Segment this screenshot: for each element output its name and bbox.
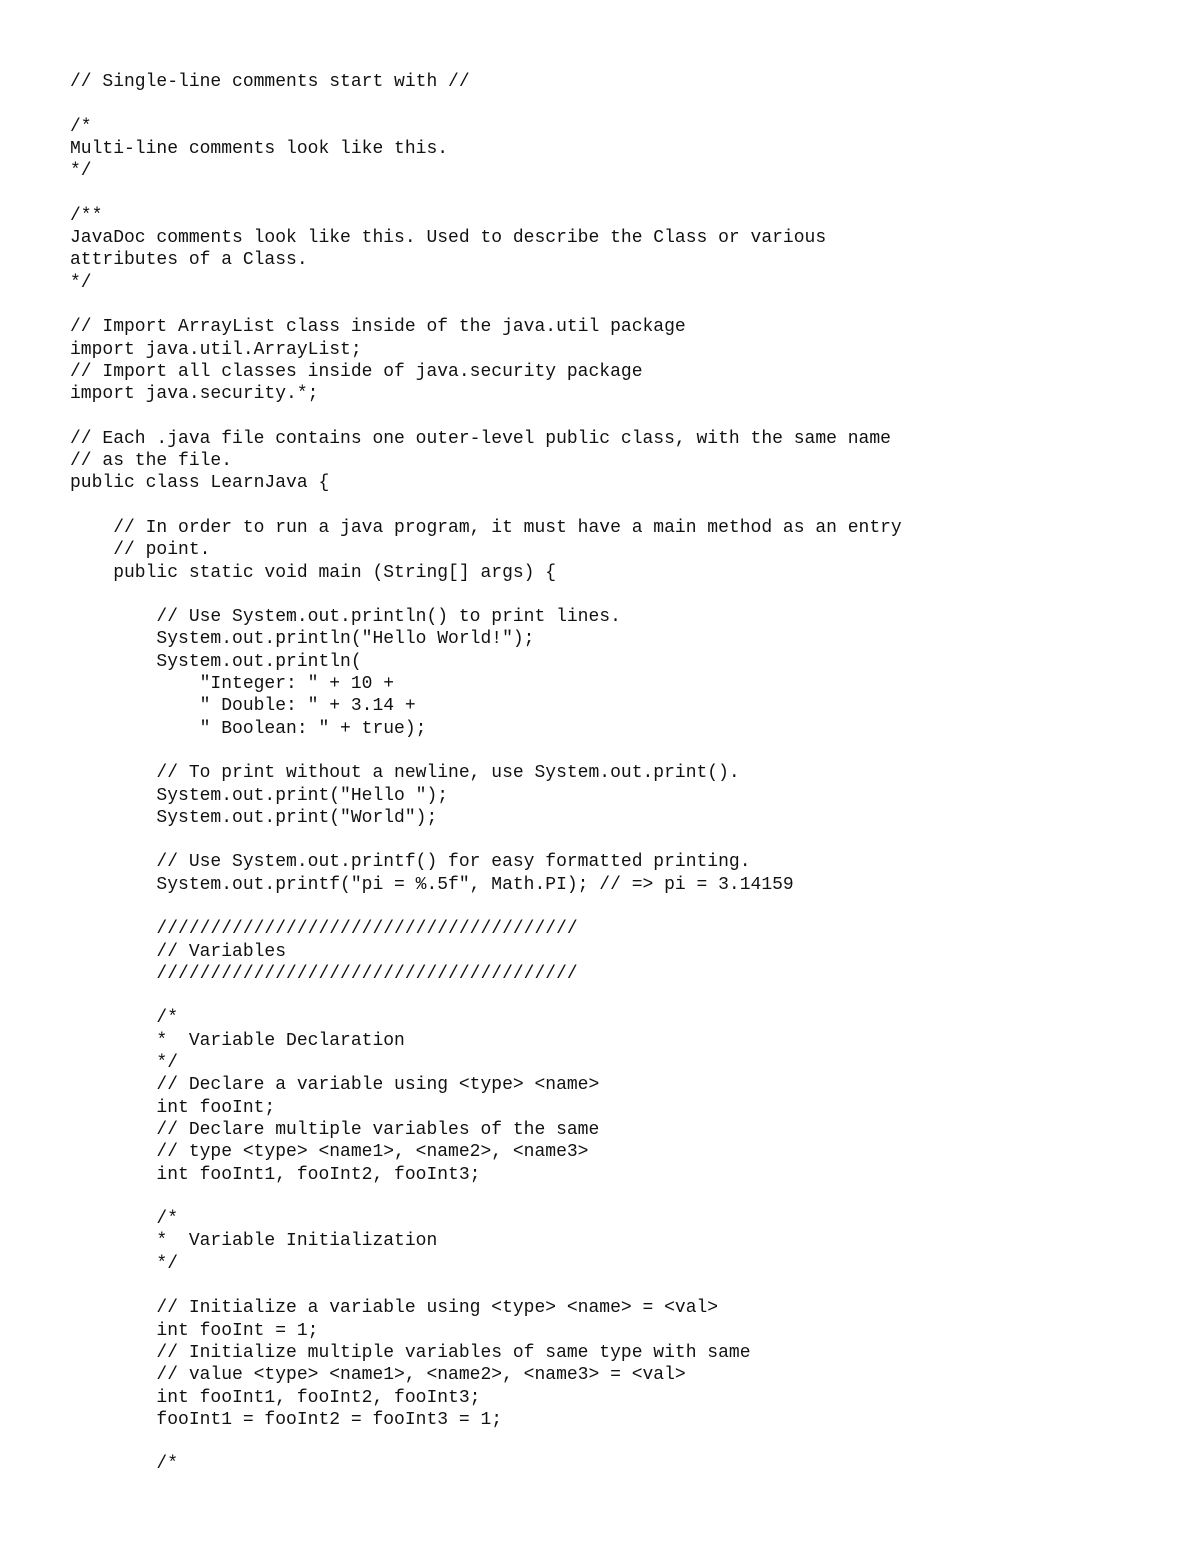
- code-line: // value <type> <name1>, <name2>, <name3> = <val>: [70, 1365, 686, 1386]
- code-line: // In order to run a java program, it must have a main method as an entry: [70, 517, 902, 538]
- code-line: [70, 294, 1170, 316]
- code-line: System.out.printf("pi = %.5f", Math.PI); // => pi = 3.14159: [70, 874, 794, 895]
- code-line: // Initialize multiple variables of same type with same: [70, 1342, 751, 1363]
- code-line: import java.util.ArrayList;: [70, 339, 362, 360]
- code-line: System.out.println("Hello World!");: [70, 629, 535, 650]
- code-line: // Declare multiple variables of the same: [70, 1119, 600, 1140]
- code-listing: [70, 71, 1170, 1476]
- code-line: [70, 584, 1170, 606]
- code-line: int fooInt;: [70, 1097, 276, 1118]
- code-line: System.out.print("World");: [70, 807, 438, 828]
- code-line: [70, 182, 1170, 204]
- code-line: * Variable Declaration: [70, 1030, 405, 1051]
- code-line: */: [70, 1053, 179, 1074]
- code-line: /*: [70, 1209, 179, 1230]
- code-line: // Declare a variable using <type> <name>: [70, 1075, 600, 1096]
- code-line: [70, 93, 1170, 115]
- code-line: /**: [70, 205, 103, 226]
- code-line: int fooInt1, fooInt2, fooInt3;: [70, 1164, 481, 1185]
- code-line: [70, 829, 1170, 851]
- code-line: [70, 985, 1170, 1007]
- code-line: " Boolean: " + true);: [70, 718, 427, 739]
- code-line: */: [70, 272, 92, 293]
- code-line: * Variable Initialization: [70, 1231, 438, 1252]
- code-line: JavaDoc comments look like this. Used to describe the Class or various: [70, 228, 827, 249]
- code-line: [70, 495, 1170, 517]
- code-line: public class LearnJava {: [70, 473, 330, 494]
- code-line: "Integer: " + 10 +: [70, 674, 395, 695]
- code-line: // Single-line comments start with //: [70, 72, 470, 92]
- code-line: " Double: " + 3.14 +: [70, 696, 416, 717]
- code-line: // Use System.out.println() to print lines.: [70, 607, 621, 628]
- code-line: /*: [70, 1454, 179, 1475]
- code-line: ///////////////////////////////////////: [70, 963, 578, 984]
- code-line: // To print without a newline, use System.out.print().: [70, 763, 740, 784]
- code-line: [70, 1275, 1170, 1297]
- code-line: [70, 1186, 1170, 1208]
- code-line: [70, 896, 1170, 918]
- code-line: System.out.println(: [70, 651, 362, 672]
- code-line: ///////////////////////////////////////: [70, 919, 578, 940]
- code-line: // point.: [70, 540, 211, 561]
- code-line: int fooInt1, fooInt2, fooInt3;: [70, 1387, 481, 1408]
- code-line: */: [70, 1253, 179, 1274]
- code-line: [70, 1431, 1170, 1453]
- code-line: attributes of a Class.: [70, 250, 308, 271]
- code-line: // Initialize a variable using <type> <name> = <val>: [70, 1298, 719, 1319]
- code-line: // Variables: [70, 941, 287, 962]
- code-line: [70, 740, 1170, 762]
- code-line: // Each .java file contains one outer-level public class, with the same name: [70, 428, 891, 449]
- code-line: // Import all classes inside of java.security package: [70, 361, 643, 382]
- code-line: /*: [70, 1008, 179, 1029]
- code-line: int fooInt = 1;: [70, 1320, 319, 1341]
- code-line: [70, 405, 1170, 427]
- code-line: */: [70, 161, 92, 182]
- code-line: // type <type> <name1>, <name2>, <name3>: [70, 1142, 589, 1163]
- document-page: [70, 71, 1170, 1476]
- code-line: /*: [70, 116, 92, 137]
- code-line: // Use System.out.printf() for easy formatted printing.: [70, 852, 751, 873]
- code-line: // as the file.: [70, 451, 233, 472]
- code-line: fooInt1 = fooInt2 = fooInt3 = 1;: [70, 1409, 503, 1430]
- code-line: import java.security.*;: [70, 384, 319, 405]
- code-line: System.out.print("Hello ");: [70, 785, 449, 806]
- code-line: public static void main (String[] args) {: [70, 562, 557, 583]
- code-line: Multi-line comments look like this.: [70, 138, 449, 159]
- code-line: // Import ArrayList class inside of the java.util package: [70, 317, 686, 338]
